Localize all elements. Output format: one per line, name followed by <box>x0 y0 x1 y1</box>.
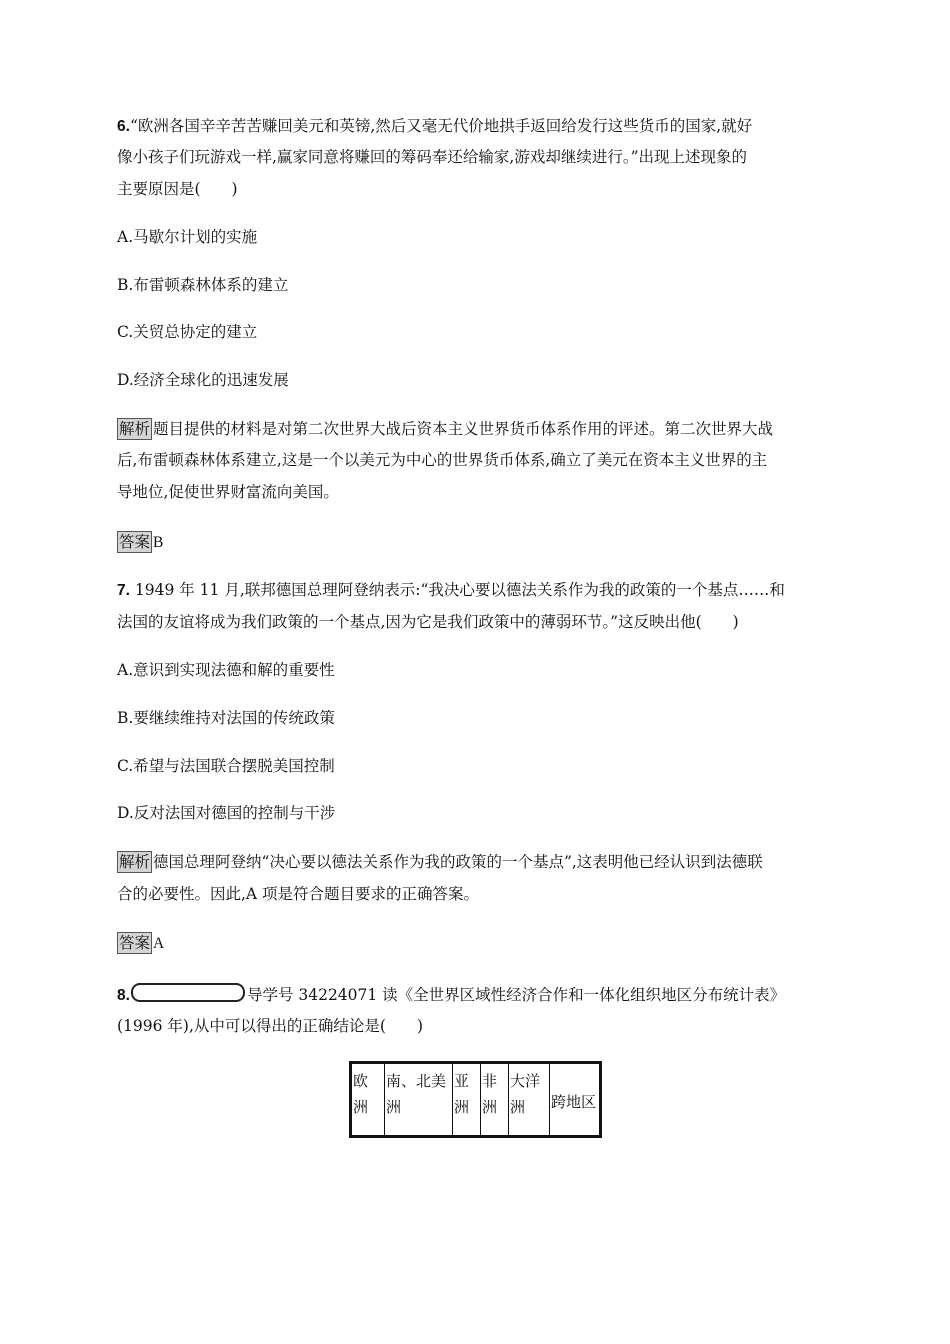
table-header-africa: 非 洲 <box>481 1063 509 1137</box>
q8-stem-line-2: (1996 年),从中可以得出的正确结论是( ) <box>117 1017 423 1035</box>
table-header-cross-region: 跨地区 <box>550 1063 601 1137</box>
guide-number-badge <box>131 983 245 1002</box>
table-header-oceania: 大洋 洲 <box>509 1063 550 1137</box>
q6-analysis-line-2: 后,布雷顿森林体系建立,这是一个以美元为中心的世界货币体系,确立了美元在资本主义世界的主 <box>117 451 768 469</box>
q6-analysis-line-3: 导地位,促使世界财富流向美国。 <box>117 483 339 501</box>
table-header-row <box>351 1063 601 1137</box>
analysis-tag: 解析 <box>119 420 151 438</box>
q6-option-a[interactable]: A.马歇尔计划的实施 <box>117 228 258 246</box>
q7-stem-line-1: 7. 1949 年 11 月,联邦德国总理阿登纳表示:“我决心要以德法关系作为我的政策的一个基点……和 <box>117 581 785 599</box>
q6-stem-line-2: 像小孩子们玩游戏一样,赢家同意将赚回的筹码奉还给输家,游戏却继续进行。”出现上述现象的 <box>117 148 748 166</box>
q6-answer: 答案 B <box>119 533 164 551</box>
q6-analysis-line-1: 解析 题目提供的材料是对第二次世界大战后资本主义世界货币体系作用的评述。第二次世界大战 <box>119 420 774 438</box>
q6-stem-line-1: 6.“欧洲各国辛辛苦苦赚回美元和英镑,然后又毫无代价地拱手返回给发行这些货币的国家,就好 <box>117 117 753 135</box>
q7-option-a[interactable]: A.意识到实现法德和解的重要性 <box>117 661 335 679</box>
q7-option-d[interactable]: D.反对法国对德国的控制与干涉 <box>117 804 336 822</box>
answer-tag: 答案 <box>119 934 151 952</box>
q7-answer: 答案 A <box>119 934 165 952</box>
q6-option-d[interactable]: D.经济全球化的迅速发展 <box>117 371 289 389</box>
q6-option-b[interactable]: B.布雷顿森林体系的建立 <box>117 276 289 294</box>
q7-option-b[interactable]: B.要继续维持对法国的传统政策 <box>117 709 335 727</box>
q7-analysis-line-1: 解析 德国总理阿登纳“决心要以德法关系作为我的政策的一个基点”,这表明他已经认识到法德联 <box>119 853 763 871</box>
analysis-tag: 解析 <box>119 853 151 871</box>
table-header-asia: 亚 洲 <box>453 1063 481 1137</box>
answer-tag: 答案 <box>119 533 151 551</box>
q7-stem-line-2: 法国的友谊将成为我们政策的一个基点,因为它是我们政策中的薄弱环节。”这反映出他( ) <box>117 613 739 631</box>
q8-number: 8. <box>117 987 130 1004</box>
region-distribution-table <box>349 1061 602 1138</box>
q6-number: 6. <box>117 118 130 135</box>
table-header-americas: 南、北美 洲 <box>385 1063 453 1137</box>
q6-option-c[interactable]: C.关贸总协定的建立 <box>117 323 258 341</box>
q6-stem-line-3: 主要原因是( ) <box>117 180 238 198</box>
q7-analysis-line-2: 合的必要性。因此,A 项是符合题目要求的正确答案。 <box>117 885 480 903</box>
table-header-europe: 欧 洲 <box>351 1063 385 1137</box>
q7-option-c[interactable]: C.希望与法国联合摆脱美国控制 <box>117 757 335 775</box>
q8-stem-line-1: 8. 导学号 34224071 读《全世界区域性经济合作和一体化组织地区分布统计表》 <box>117 983 785 1008</box>
q7-number: 7. <box>117 582 130 599</box>
